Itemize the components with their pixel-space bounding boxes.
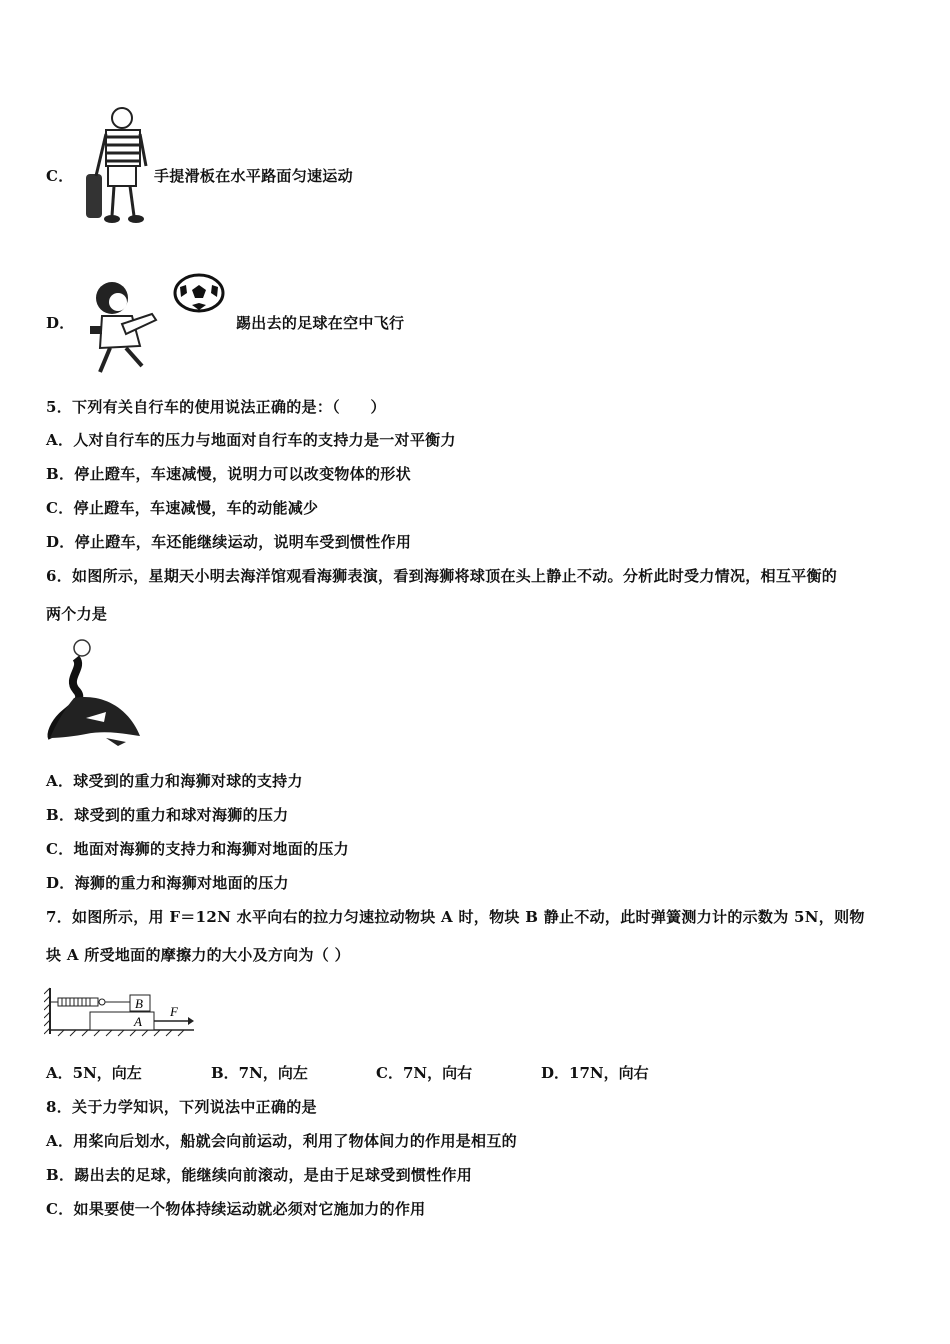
soccer-ball-icon <box>172 273 226 313</box>
q6-option-d: D．海狮的重力和海狮对地面的压力 <box>46 874 289 892</box>
q7-stem-line1: 7．如图所示，用 F＝12N 水平向右的拉力匀速拉动物块 A 时，物块 B 静止不动，此时弹簧测力计的示数为 5N，则物 <box>46 908 865 926</box>
q8-option-c: C．如果要使一个物体持续运动就必须对它施加力的作用 <box>46 1200 426 1218</box>
q4-option-c-text: 手提滑板在水平路面匀速运动 <box>154 167 353 185</box>
q6-option-c: C．地面对海狮的支持力和海狮对地面的压力 <box>46 840 349 858</box>
q4-option-d-text: 踢出去的足球在空中飞行 <box>236 314 405 332</box>
q4-option-c-label: C． <box>46 167 74 185</box>
block-b-label: B <box>135 996 143 1011</box>
q8-stem: 8．关于力学知识，下列说法中正确的是 <box>46 1098 317 1116</box>
boy-with-skateboard-illustration <box>82 104 154 228</box>
q7-option-b: B．7N，向左 <box>211 1064 308 1082</box>
q6-option-b: B．球受到的重力和球对海狮的压力 <box>46 806 289 824</box>
q5-stem: 5．下列有关自行车的使用说法正确的是：（ ） <box>46 398 386 416</box>
sea-lion-balancing-ball-illustration <box>46 638 146 748</box>
q6-stem-line2: 两个力是 <box>46 605 108 623</box>
boy-kicking-illustration <box>82 276 162 376</box>
q7-stem-line2: 块 A 所受地面的摩擦力的大小及方向为（ ） <box>46 946 350 964</box>
q5-option-a: A．人对自行车的压力与地面对自行车的支持力是一对平衡力 <box>46 431 456 449</box>
q4-option-d-label: D． <box>46 314 75 332</box>
block-a-label: A <box>134 1014 142 1029</box>
q8-option-b: B．踢出去的足球，能继续向前滚动，是由于足球受到惯性作用 <box>46 1166 473 1184</box>
q7-option-c: C．7N，向右 <box>376 1064 473 1082</box>
q6-option-a: A．球受到的重力和海狮对球的支持力 <box>46 772 303 790</box>
q6-stem-line1: 6．如图所示，星期天小明去海洋馆观看海狮表演，看到海狮将球顶在头上静止不动。分析此时受力情况，相互平衡的 <box>46 567 838 585</box>
q7-option-d: D．17N，向右 <box>541 1064 649 1082</box>
q7-option-a: A．5N，向左 <box>46 1064 142 1082</box>
q5-option-b: B．停止蹬车，车速减慢，说明力可以改变物体的形状 <box>46 465 411 483</box>
q5-option-c: C．停止蹬车，车速减慢，车的动能减少 <box>46 499 319 517</box>
q5-option-d: D．停止蹬车，车还能继续运动，说明车受到惯性作用 <box>46 533 412 551</box>
spring-scale-block-diagram <box>44 982 196 1042</box>
q8-option-a: A．用桨向后划水，船就会向前运动，利用了物体间力的作用是相互的 <box>46 1132 517 1150</box>
force-f-label: F <box>170 1004 178 1019</box>
